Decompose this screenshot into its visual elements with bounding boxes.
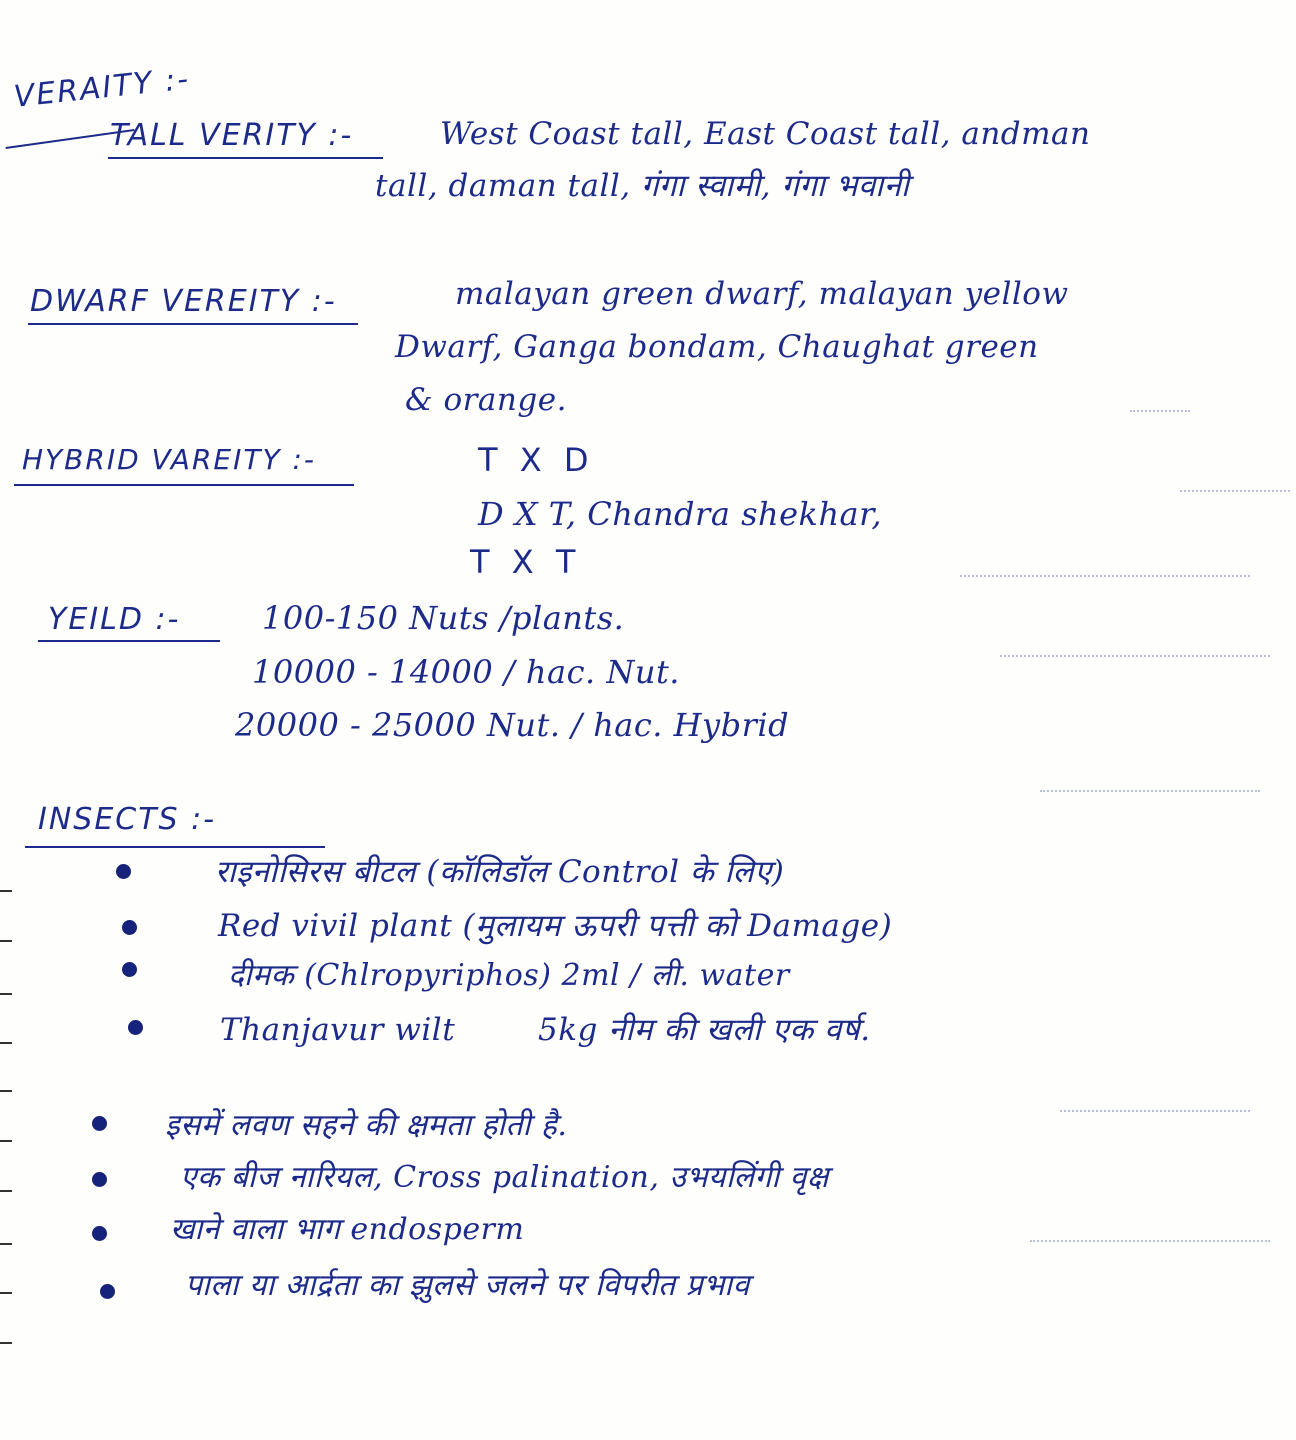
bullet	[92, 1172, 107, 1187]
margin-tick	[0, 1342, 12, 1344]
hybrid-verity-label: HYBRID VAREITY :-	[22, 443, 316, 476]
insect-item-2: Red vivil plant (मुलायम ऊपरी पत्ती को Damage)	[218, 908, 893, 944]
yield-line-3: 20000 - 25000 Nut. / hac. Hybrid	[235, 706, 790, 744]
margin-tick	[0, 1292, 12, 1294]
bleed-mark	[1060, 1110, 1250, 1113]
margin-tick	[0, 940, 12, 942]
margin-tick	[0, 993, 12, 995]
yield-underline	[38, 640, 220, 642]
bleed-mark	[1130, 410, 1190, 413]
insects-label: INSECTS :-	[38, 802, 217, 837]
margin-tick	[0, 1190, 12, 1192]
bullet	[122, 962, 137, 977]
insect-item-4: Thanjavur wilt 5kg नीम की खली एक वर्ष.	[220, 1012, 871, 1048]
dwarf-verity-line-1: malayan green dwarf, malayan yellow	[455, 276, 1069, 312]
insect-item-1: राइनोसिरस बीटल (कॉलिडॉल Control के लिए)	[215, 854, 785, 890]
section-heading-verity: VERAITY :-	[12, 61, 192, 115]
note-item-1: इसमें लवण सहने की क्षमता होती है.	[165, 1108, 568, 1143]
dwarf-verity-line-3: & orange.	[405, 382, 567, 418]
dwarf-verity-label: DWARF VEREITY :-	[30, 284, 337, 319]
note-item-2: एक बीज नारियल, Cross palination, उभयलिंगी वृक्ष	[180, 1160, 829, 1195]
bullet	[92, 1226, 107, 1241]
bullet	[92, 1116, 107, 1131]
margin-tick	[0, 890, 12, 892]
margin-tick	[0, 1042, 12, 1044]
yield-label: YEILD :-	[48, 602, 181, 637]
tall-verity-label: TALL VERITY :-	[110, 118, 354, 153]
note-item-4: पाला या आर्द्रता का झुलसे जलने पर विपरीत प्रभाव	[185, 1268, 750, 1303]
bleed-mark	[1030, 1240, 1270, 1243]
yield-line-1: 100-150 Nuts /plants.	[262, 599, 625, 637]
hybrid-verity-underline	[14, 484, 354, 486]
hybrid-verity-line-1: T X D	[478, 441, 595, 479]
tall-verity-line-1: West Coast tall, East Coast tall, andman	[440, 116, 1091, 152]
margin-tick	[0, 1243, 12, 1245]
dwarf-verity-line-2: Dwarf, Ganga bondam, Chaughat green	[395, 329, 1039, 365]
hybrid-verity-line-3: T X T	[470, 543, 582, 581]
bullet	[122, 920, 137, 935]
bullet	[116, 864, 131, 879]
bullet	[128, 1020, 143, 1035]
insect-item-3: दीमक (Chlropyriphos) 2ml / ली. water	[228, 958, 790, 993]
insects-underline	[25, 846, 325, 848]
bleed-mark	[1040, 790, 1260, 793]
tall-verity-underline	[108, 157, 383, 159]
dwarf-verity-underline	[28, 323, 358, 325]
bleed-mark	[960, 575, 1250, 578]
hybrid-verity-line-2: D X T, Chandra shekhar,	[478, 495, 883, 533]
margin-tick	[0, 1140, 12, 1142]
yield-line-2: 10000 - 14000 / hac. Nut.	[252, 653, 680, 691]
bleed-mark	[1000, 655, 1270, 658]
margin-tick	[0, 1090, 12, 1092]
note-item-3: खाने वाला भाग endosperm	[170, 1212, 525, 1247]
bullet	[100, 1284, 115, 1299]
tall-verity-line-2: tall, daman tall, गंगा स्वामी, गंगा भवानी	[375, 168, 910, 204]
bleed-mark	[1180, 490, 1290, 493]
